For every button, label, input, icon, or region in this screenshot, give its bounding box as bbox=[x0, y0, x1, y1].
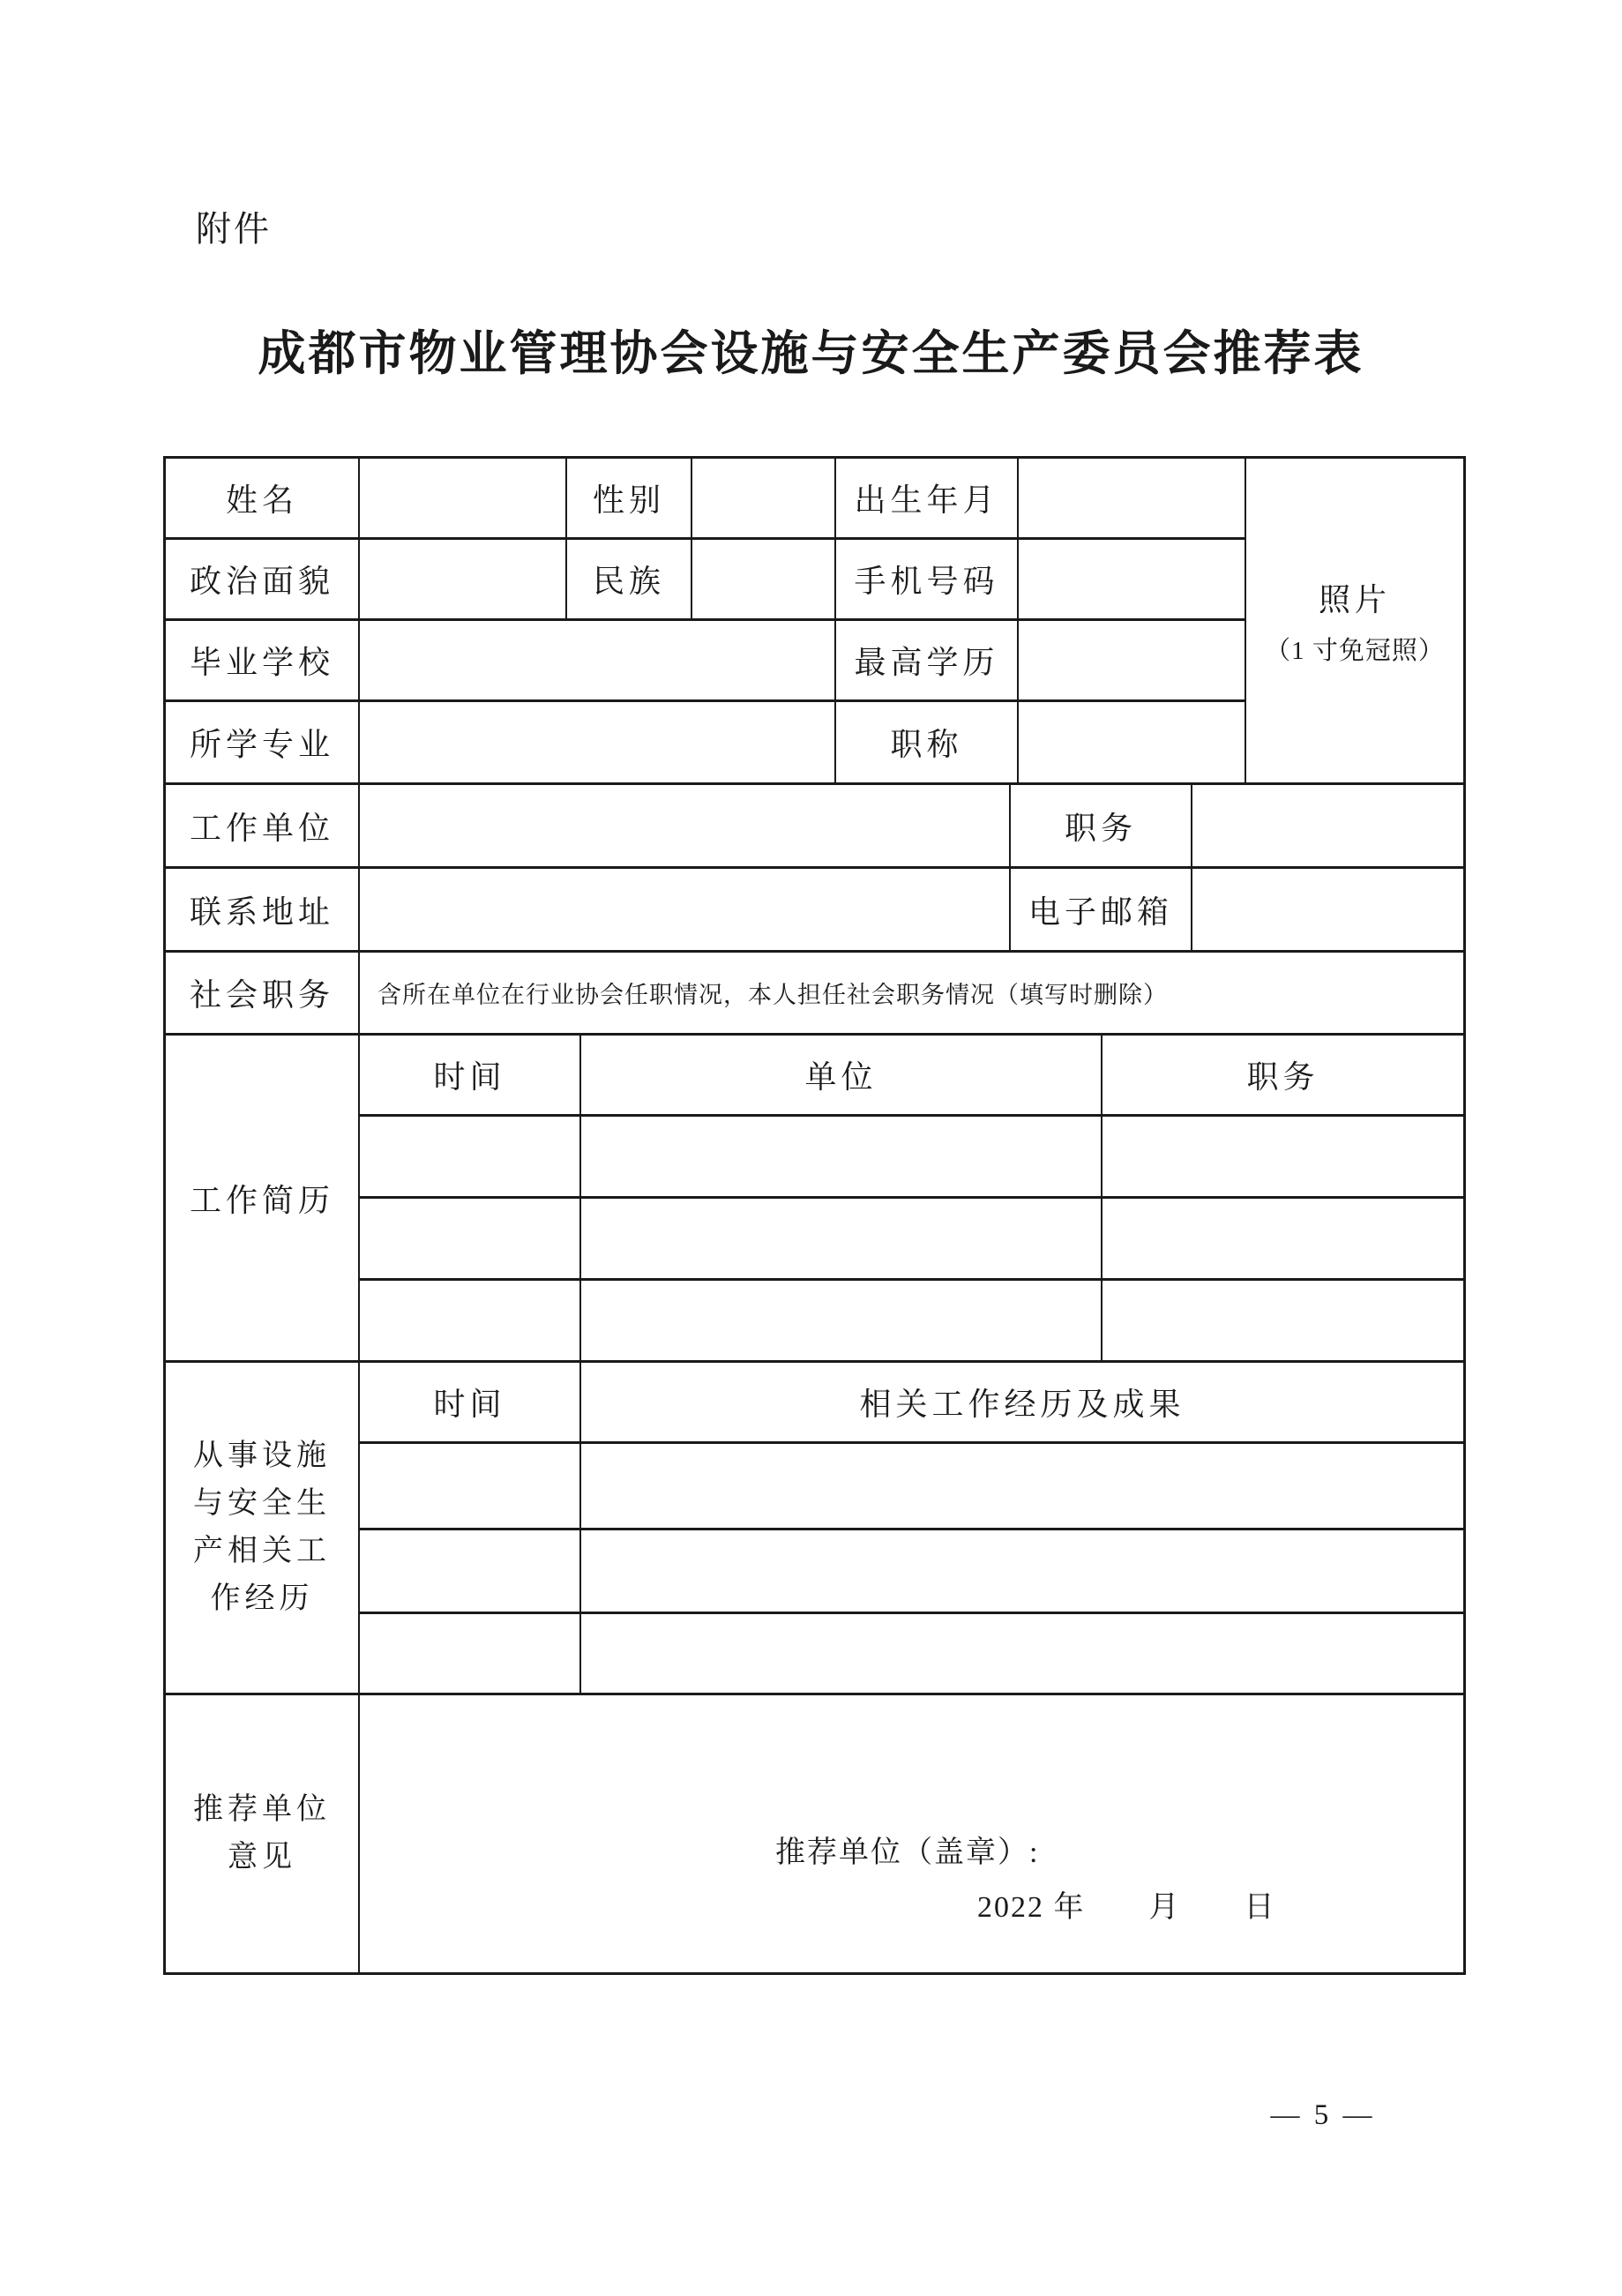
social-posts-value-cell[interactable] bbox=[360, 953, 1463, 1036]
related-experience-label-text: 从事设施与安全生产相关工作经历 bbox=[193, 1440, 331, 1615]
employer-value-cell[interactable] bbox=[360, 785, 1011, 869]
work-history-col-position: 职务 bbox=[1103, 1036, 1463, 1117]
work-history-time-cell-3[interactable] bbox=[360, 1281, 581, 1363]
social-posts-note: 含所在单位在行业协会任职情况，本人担任社会职务情况（填写时删除） bbox=[377, 982, 1168, 1008]
gender-label: 性别 bbox=[567, 459, 692, 540]
professional-title-value-cell[interactable] bbox=[1019, 702, 1246, 785]
major-label: 所学专业 bbox=[166, 702, 360, 785]
email-label: 电子邮箱 bbox=[1011, 869, 1192, 953]
email-value-cell[interactable] bbox=[1192, 869, 1463, 953]
photo-caption-line1: 照片 bbox=[1318, 581, 1391, 617]
school-label: 毕业学校 bbox=[166, 621, 360, 702]
birth-date-label: 出生年月 bbox=[836, 459, 1019, 540]
related-experience-detail-cell-1[interactable] bbox=[581, 1444, 1463, 1530]
work-history-position-cell-3[interactable] bbox=[1103, 1281, 1463, 1363]
work-history-col-org: 单位 bbox=[581, 1036, 1103, 1117]
address-value-cell[interactable] bbox=[360, 869, 1011, 953]
recommendation-date-line: 2022 年 月 日 bbox=[977, 1891, 1276, 1924]
photo-cell[interactable] bbox=[1246, 459, 1463, 785]
work-history-time-cell-2[interactable] bbox=[360, 1199, 581, 1281]
work-history-position-cell-2[interactable] bbox=[1103, 1199, 1463, 1281]
position-value-cell[interactable] bbox=[1192, 785, 1463, 869]
political-status-label: 政治面貌 bbox=[166, 540, 360, 621]
related-experience-label bbox=[166, 1363, 360, 1695]
position-label: 职务 bbox=[1011, 785, 1192, 869]
professional-title-label: 职称 bbox=[836, 702, 1019, 785]
ethnicity-value-cell[interactable] bbox=[692, 540, 836, 621]
photo-caption-line2: （1 寸免冠照） bbox=[1265, 636, 1445, 665]
work-history-label: 工作简历 bbox=[166, 1036, 360, 1363]
page-title: 成都市物业管理协会设施与安全生产委员会推荐表 bbox=[258, 327, 1364, 380]
political-status-value-cell[interactable] bbox=[360, 540, 567, 621]
name-label: 姓名 bbox=[166, 459, 360, 540]
education-value-cell[interactable] bbox=[1019, 621, 1246, 702]
school-value-cell[interactable] bbox=[360, 621, 836, 702]
recommendation-stamp-line: 推荐单位（盖章）: bbox=[775, 1836, 1040, 1869]
related-experience-time-cell-3[interactable] bbox=[360, 1614, 581, 1695]
related-experience-time-cell-1[interactable] bbox=[360, 1444, 581, 1530]
name-value-cell[interactable] bbox=[360, 459, 567, 540]
recommendation-label-text: 推荐单位意见 bbox=[193, 1793, 331, 1873]
major-value-cell[interactable] bbox=[360, 702, 836, 785]
attachment-label: 附件 bbox=[196, 210, 272, 249]
related-experience-detail-cell-3[interactable] bbox=[581, 1614, 1463, 1695]
mobile-label: 手机号码 bbox=[836, 540, 1019, 621]
recommendation-form-table bbox=[163, 456, 1466, 1975]
related-experience-col-detail: 相关工作经历及成果 bbox=[581, 1363, 1463, 1444]
work-history-time-cell-1[interactable] bbox=[360, 1117, 581, 1199]
related-experience-col-time: 时间 bbox=[360, 1363, 581, 1444]
education-label: 最高学历 bbox=[836, 621, 1019, 702]
address-label: 联系地址 bbox=[166, 869, 360, 953]
recommendation-label bbox=[166, 1695, 360, 1972]
work-history-org-cell-1[interactable] bbox=[581, 1117, 1103, 1199]
employer-label: 工作单位 bbox=[166, 785, 360, 869]
work-history-org-cell-3[interactable] bbox=[581, 1281, 1103, 1363]
work-history-position-cell-1[interactable] bbox=[1103, 1117, 1463, 1199]
ethnicity-label: 民族 bbox=[567, 540, 692, 621]
social-posts-label: 社会职务 bbox=[166, 953, 360, 1036]
related-experience-detail-cell-2[interactable] bbox=[581, 1530, 1463, 1614]
page-number: — 5 — bbox=[1270, 2099, 1376, 2131]
work-history-org-cell-2[interactable] bbox=[581, 1199, 1103, 1281]
mobile-value-cell[interactable] bbox=[1019, 540, 1246, 621]
related-experience-time-cell-2[interactable] bbox=[360, 1530, 581, 1614]
recommendation-content-cell[interactable] bbox=[360, 1695, 1463, 1972]
work-history-col-time: 时间 bbox=[360, 1036, 581, 1117]
gender-value-cell[interactable] bbox=[692, 459, 836, 540]
birth-date-value-cell[interactable] bbox=[1019, 459, 1246, 540]
